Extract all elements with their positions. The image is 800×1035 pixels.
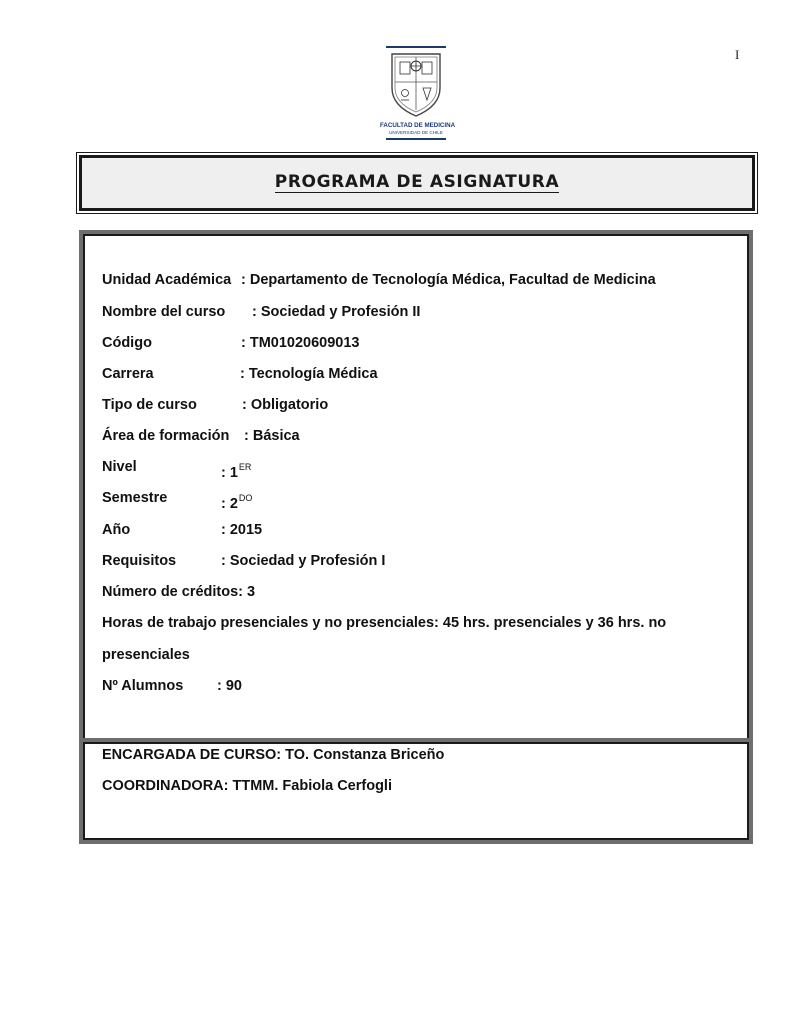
field-alumnos: [102, 677, 242, 695]
nivel-superscript: ER: [238, 462, 252, 472]
field-label: Año: [102, 522, 131, 538]
field-nivel: [102, 458, 252, 481]
field-label: Área de formación: [102, 428, 230, 444]
nivel-value: : 1: [221, 465, 238, 481]
field-value: : Sociedad y Profesión I: [221, 553, 386, 569]
university-crest-icon: [380, 44, 452, 122]
field-label: Número de créditos: 3: [102, 584, 256, 600]
field-value: : TM01020609013: [241, 335, 360, 351]
field-tipo-curso: [102, 396, 329, 414]
semestre-superscript: DO: [238, 493, 253, 503]
faculty-logo: [380, 44, 456, 144]
logo-line-1: FACULTAD DE MEDICINA: [380, 122, 456, 129]
page-title: PROGRAMA DE ASIGNATURA: [274, 172, 560, 192]
field-label: Nº Alumnos: [102, 678, 184, 694]
field-value: : Básica: [244, 428, 300, 444]
field-label: Carrera: [102, 366, 154, 382]
field-label: Unidad Académica: [102, 272, 232, 288]
field-value: : Sociedad y Profesión II: [252, 304, 421, 320]
field-value: : 2015: [221, 522, 263, 538]
field-unidad-academica: [102, 271, 656, 289]
field-requisitos: [102, 552, 386, 570]
field-semestre: [102, 489, 253, 512]
field-label: Requisitos: [102, 553, 177, 569]
field-carrera: [102, 365, 378, 383]
title-box: [79, 155, 755, 211]
field-label: Nombre del curso: [102, 304, 226, 320]
field-value: : Obligatorio: [242, 397, 329, 413]
field-label: Semestre: [102, 490, 168, 506]
field-codigo: [102, 334, 360, 352]
encargada-de-curso: ENCARGADA DE CURSO: TO. Constanza Briceño: [102, 747, 445, 763]
field-label: Tipo de curso: [102, 397, 197, 413]
field-area-formacion: [102, 427, 300, 445]
semestre-value: : 2: [221, 496, 238, 512]
logo-line-2: UNIVERSIDAD DE CHILE: [389, 130, 443, 135]
field-nombre-curso: [102, 303, 421, 321]
field-label: Nivel: [102, 459, 137, 475]
field-horas-line-1: Horas de trabajo presenciales y no presenciales: 45 hrs. presenciales y 36 hrs. no: [102, 615, 667, 631]
field-anio: [102, 521, 263, 539]
field-value: : Tecnología Médica: [240, 366, 378, 382]
field-value: : 90: [217, 678, 242, 694]
field-value: [221, 458, 251, 482]
logo-underline-icon: [380, 136, 452, 144]
page-number: I: [735, 47, 740, 62]
field-value: : Departamento de Tecnología Médica, Facultad de Medicina: [241, 272, 656, 288]
field-horas-line-2: presenciales: [102, 647, 190, 663]
field-creditos: [102, 583, 255, 601]
field-value: [221, 489, 252, 513]
coordinadora: COORDINADORA: TTMM. Fabiola Cerfogli: [102, 778, 392, 794]
field-label: Código: [102, 335, 152, 351]
